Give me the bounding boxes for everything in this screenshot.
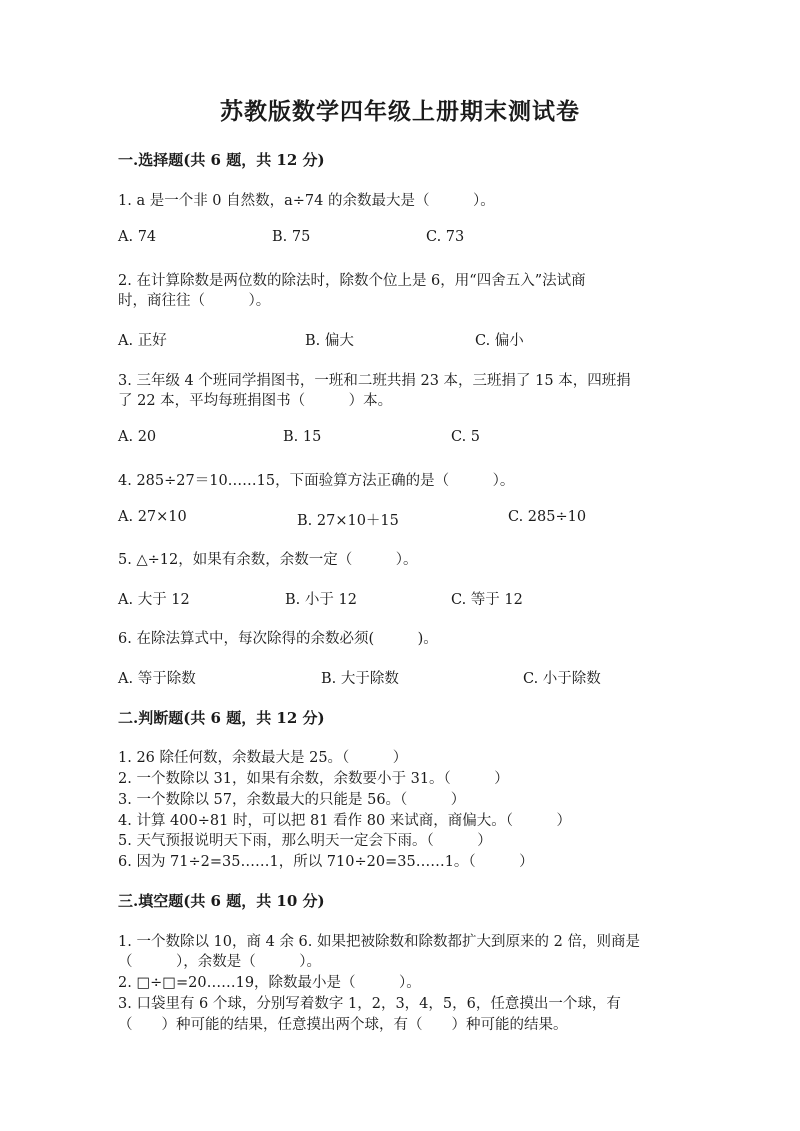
question-text: 了 22 本，平均每班捐图书（ ）本。: [118, 393, 393, 409]
section-heading-fill-blank: 三.填空题(共 6 题，共 10 分): [118, 892, 325, 910]
section-heading-choice: 一.选择题(共 6 题，共 12 分): [118, 151, 325, 169]
question-text: （ ）种可能的结果，任意摸出两个球，有（ ）种可能的结果。: [118, 1017, 568, 1033]
option-a: A. 等于除数: [118, 671, 196, 687]
option-a: A. 20: [118, 429, 157, 445]
option-b: B. 小于 12: [285, 592, 357, 608]
page-title: 苏教版数学四年级上册期末测试卷: [220, 98, 580, 125]
statement-text: 2. 一个数除以 31，如果有余数，余数要小于 31。（ ）: [118, 771, 509, 787]
option-c: C. 73: [426, 229, 465, 245]
statement-text: 5. 天气预报说明天下雨，那么明天一定会下雨。（ ）: [118, 833, 492, 849]
option-b: B. 27×10＋15: [297, 513, 399, 529]
option-c: C. 等于 12: [451, 592, 523, 608]
option-b: B. 大于除数: [321, 671, 399, 687]
question-text: 3. 三年级 4 个班同学捐图书，一班和二班共捐 23 本，三班捐了 15 本，四班捐: [118, 373, 631, 389]
question-text: （ ），余数是（ ）。: [118, 954, 321, 970]
statement-text: 1. 26 除任何数，余数最大是 25。（ ）: [118, 750, 408, 766]
option-a: A. 27×10: [118, 509, 187, 525]
question-text: 2. □÷□=20……19，除数最小是（ ）。: [118, 975, 421, 991]
option-b: B. 15: [283, 429, 322, 445]
section-heading-judgement: 二.判断题(共 6 题，共 12 分): [118, 709, 325, 727]
question-text: 5. △÷12，如果有余数，余数一定（ ）。: [118, 552, 418, 568]
option-a: A. 大于 12: [118, 592, 190, 608]
option-a: A. 正好: [118, 333, 167, 349]
option-c: C. 偏小: [475, 333, 524, 349]
statement-text: 4. 计算 400÷81 时，可以把 81 看作 80 来试商，商偏大。（ ）: [118, 813, 572, 829]
option-a: A. 74: [118, 229, 157, 245]
question-text: 1. a 是一个非 0 自然数，a÷74 的余数最大是（ ）。: [118, 193, 495, 209]
option-c: C. 小于除数: [523, 671, 601, 687]
question-text: 2. 在计算除数是两位数的除法时，除数个位上是 6，用“四舍五入”法试商: [118, 273, 586, 289]
statement-text: 6. 因为 71÷2=35……1，所以 710÷20=35……1。（ ）: [118, 854, 534, 870]
option-c: C. 285÷10: [508, 509, 587, 525]
question-text: 4. 285÷27＝10……15，下面验算方法正确的是（ ）。: [118, 473, 515, 489]
option-b: B. 偏大: [305, 333, 354, 349]
question-text: 时，商往往（ ）。: [118, 293, 271, 309]
question-text: 1. 一个数除以 10，商 4 余 6. 如果把被除数和除数都扩大到原来的 2 倍，则商是: [118, 934, 640, 950]
question-text: 3. 口袋里有 6 个球，分别写着数字 1，2，3，4，5，6，任意摸出一个球，有: [118, 996, 621, 1012]
statement-text: 3. 一个数除以 57，余数最大的只能是 56。（ ）: [118, 792, 466, 808]
question-text: 6. 在除法算式中，每次除得的余数必须( )。: [118, 631, 438, 647]
option-c: C. 5: [451, 429, 481, 445]
option-b: B. 75: [272, 229, 311, 245]
